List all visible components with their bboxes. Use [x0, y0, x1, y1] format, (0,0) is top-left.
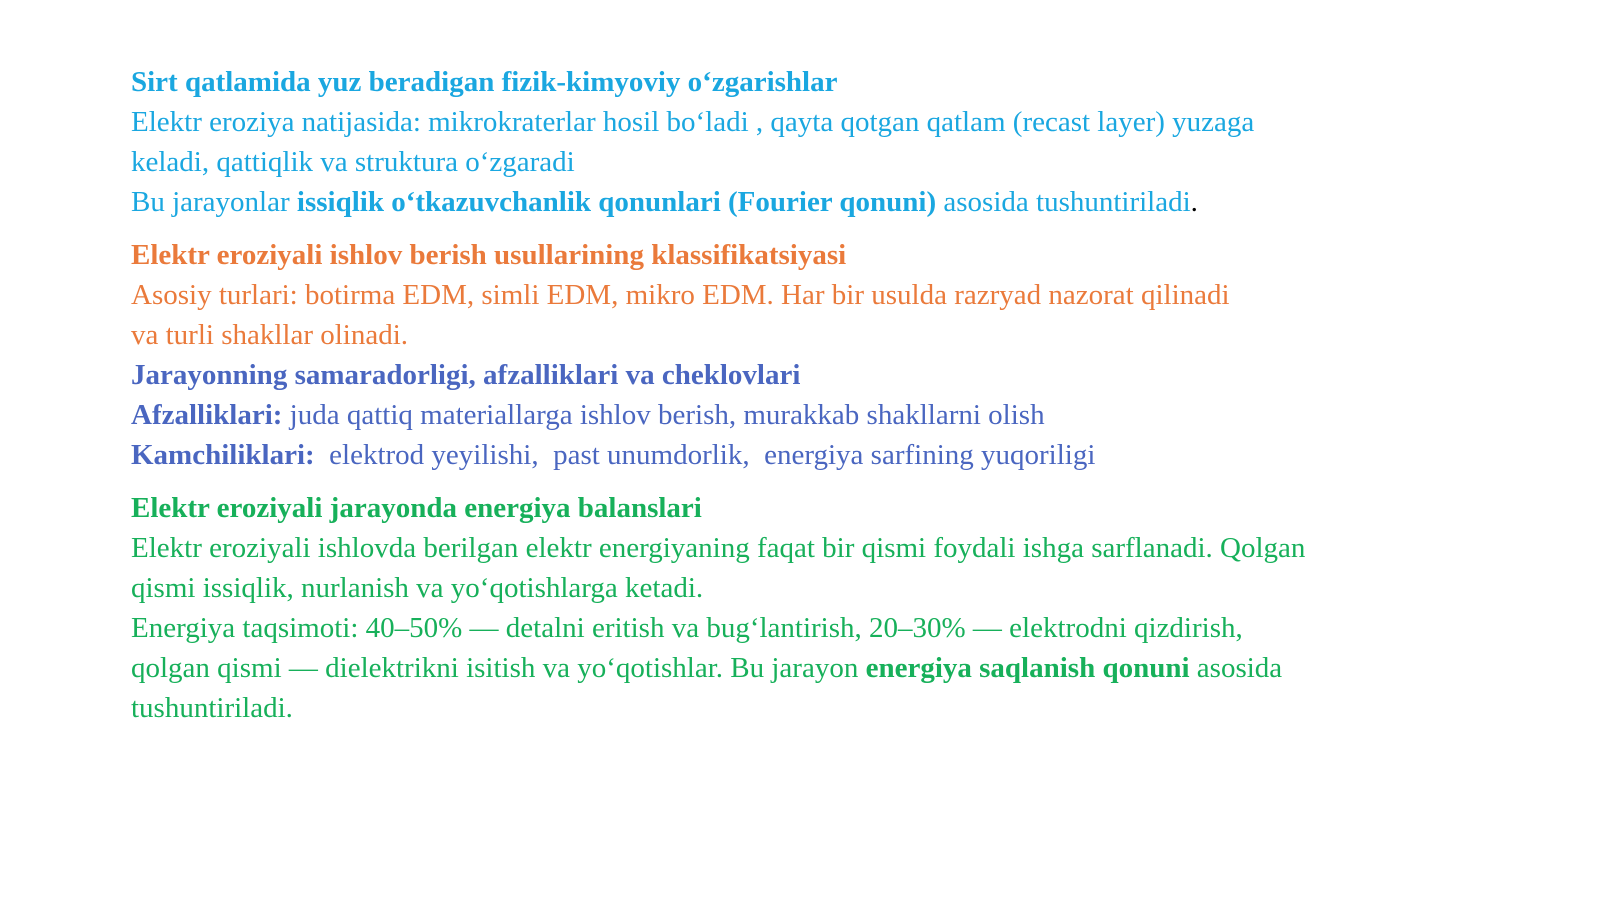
- period: .: [1190, 186, 1198, 218]
- text-run: asosida tushuntiriladi: [936, 186, 1191, 218]
- text-run: qolgan qismi — dielektrikni isitish va yo‘qotishlar. Bu jarayon: [131, 652, 866, 684]
- bold-term: issiqlik o‘tkazuvchanlik qonunlari (Fourier qonuni): [296, 186, 937, 218]
- section-energy-balance: [131, 488, 1511, 728]
- paragraph-line: Energiya taqsimoti: 40–50% — detalni eritish va bug‘lantirish, 20–30% — elektrodni qizdirish,: [131, 612, 1243, 644]
- paragraph-line: va turli shakllar olinadi.: [131, 319, 409, 351]
- advantages-label: Afzalliklari:: [131, 399, 283, 431]
- disadvantages-label: Kamchiliklari:: [131, 439, 315, 471]
- paragraph-line: keladi, qattiqlik va struktura o‘zgaradi: [131, 146, 575, 178]
- paragraph-line: tushuntiriladi.: [131, 692, 293, 724]
- section-surface-changes: [131, 62, 1511, 222]
- section-heading: Elektr eroziyali ishlov berish usullarining klassifikatsiyasi: [131, 239, 847, 271]
- disadvantages-line: [131, 435, 1511, 475]
- section-heading: Sirt qatlamida yuz beradigan fizik-kimyoviy o‘zgarishlar: [131, 66, 838, 98]
- advantages-line: [131, 395, 1511, 435]
- paragraph-line: Elektr eroziya natijasida: mikrokraterlar hosil bo‘ladi , qayta qotgan qatlam (recast layer) yuzaga: [131, 106, 1255, 138]
- section-heading: Jarayonning samaradorligi, afzalliklari va cheklovlari: [131, 359, 801, 391]
- paragraph-line: Elektr eroziyali ishlovda berilgan elektr energiyaning faqat bir qismi foydali ishga sarflanadi. Qolgan: [131, 532, 1306, 564]
- slide-content: [131, 62, 1511, 728]
- section-heading: Elektr eroziyali jarayonda energiya balanslari: [131, 492, 702, 524]
- paragraph-line: [131, 182, 1511, 222]
- advantages-text: juda qattiq materiallarga ishlov berish, murakkab shakllarni olish: [282, 399, 1045, 431]
- paragraph-line: qismi issiqlik, nurlanish va yo‘qotishlarga ketadi.: [131, 572, 704, 604]
- text-run: asosida: [1189, 652, 1283, 684]
- bold-term: energiya saqlanish qonuni: [865, 652, 1190, 684]
- disadvantages-text: elektrod yeyilishi, past unumdorlik, energiya sarfining yuqoriligi: [314, 439, 1096, 471]
- section-efficiency: [131, 355, 1511, 475]
- paragraph-line: Asosiy turlari: botirma EDM, simli EDM, mikro EDM. Har bir usulda razryad nazorat qilinadi: [131, 279, 1230, 311]
- paragraph-line: [131, 648, 1511, 688]
- section-classification: [131, 235, 1511, 355]
- text-run: Bu jarayonlar: [131, 186, 297, 218]
